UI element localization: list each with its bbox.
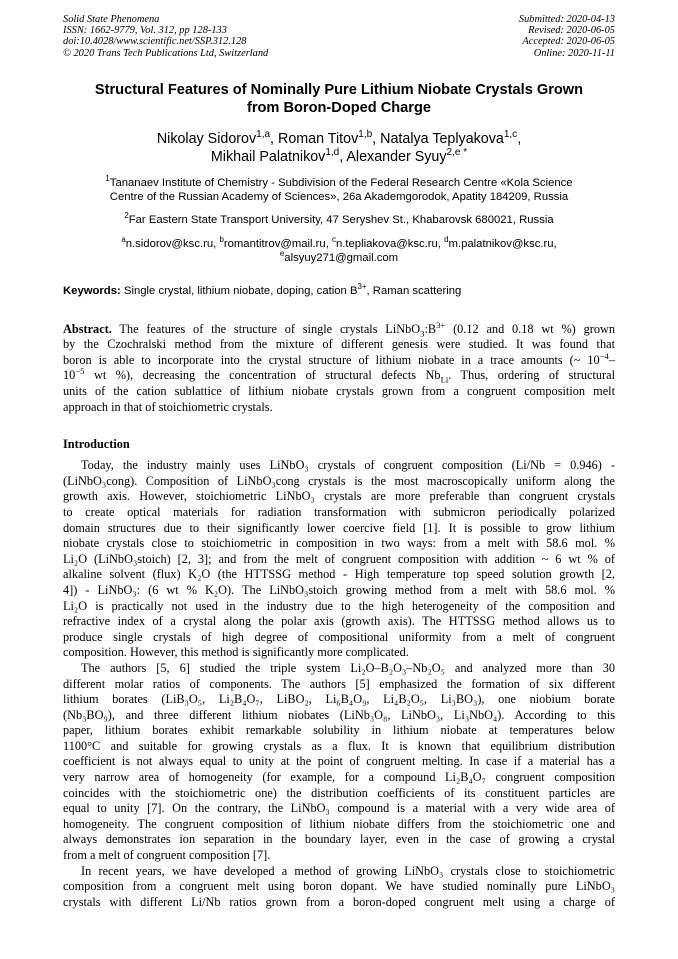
author-name: Natalya Teplyakova xyxy=(380,130,504,147)
author-emails xyxy=(63,237,615,265)
paper-title xyxy=(63,81,615,117)
author-sup: 1,b xyxy=(358,129,373,141)
journal-copyright: © 2020 Trans Tech Publications Ltd, Switzerland xyxy=(63,47,269,59)
email-link[interactable]: romantitrov@mail.ru, xyxy=(223,238,332,251)
keywords xyxy=(63,281,615,298)
abstract-text: :B xyxy=(424,321,437,336)
author-name: Roman Titov xyxy=(278,130,359,147)
body-line: from a melt of congruent composition [7]. xyxy=(63,848,271,863)
email-sup: a xyxy=(121,235,126,245)
title-line: Structural Features of Nominally Pure Lithium Niobate Crystals Grown xyxy=(94,81,584,98)
body-line: lithium borates (LiB₃O₅, Li₂B₄O₇, LiBO₂, Li₆B₄O₉, Li₄B₂O₅, Li₃BO₃), one niobium borate xyxy=(63,692,615,707)
abstract xyxy=(63,319,616,416)
body-line: Li₂O is practically not used in the industry due to the high heterogeneity of the composition and xyxy=(63,598,615,613)
journal-doi: doi:10.4028/www.scientific.net/SSP.312.128 xyxy=(63,36,247,48)
body-line: (LiNbO₃cong). Composition of LiNbO₃cong crystals is the most macroscopically uniform along the xyxy=(63,473,615,488)
article-dates xyxy=(519,14,615,59)
body-line: domain structures due to their significantly lower coercive field [1]. It is possible to grow lithium xyxy=(63,520,615,535)
body-line: niobate crystals close to stoichiometric in composition in two ways: from a melt with 58.6 mol. % xyxy=(63,536,615,551)
abstract-text: The features of the structure of single crystals LiNbO xyxy=(111,321,421,336)
body-line: Li₂O (LiNbO₃stoich) [2, 3]; and from the melt of congruent composition with addition ~ 6 wt % of xyxy=(63,551,615,566)
abstract-label: Abstract. xyxy=(63,321,112,336)
affiliation-text: Far Eastern State Transport University, 47 Seryshev St., Khabarovsk 680021, Russia xyxy=(128,214,554,227)
introduction-body xyxy=(63,458,615,910)
date-accepted: Accepted: 2020-06-05 xyxy=(522,36,615,48)
abstract-text: (0.12 and 0.18 wt %) grown xyxy=(445,321,615,336)
journal-name: Solid State Phenomena xyxy=(63,14,160,25)
author-name: Alexander Syuy xyxy=(346,148,447,165)
date-submitted: Submitted: 2020-04-13 xyxy=(518,14,615,25)
journal-issn: ISSN: 1662-9779, Vol. 312, pp 128-133 xyxy=(63,25,227,37)
abstract-text: – xyxy=(608,352,615,367)
affiliation-2 xyxy=(63,213,615,227)
abstract-text: approach in that of stoichiometric crystals. xyxy=(63,399,273,414)
superscript: 3+ xyxy=(436,319,446,330)
date-revised: Revised: 2020-06-05 xyxy=(528,25,615,37)
body-line: In recent years, we have developed a method of growing LiNbO₃ crystals close to stoichiometric xyxy=(81,863,615,878)
email-link[interactable]: m.palatnikov@ksc.ru, xyxy=(448,238,557,251)
body-line: always demonstrates ion separation in the boundary layer, even in the case of growing a crystal xyxy=(63,832,615,847)
keywords-label: Keywords: xyxy=(63,284,121,297)
subscript: 3 xyxy=(420,328,425,339)
body-line: alkaline solvent (flux) K₂O (the HTTSSG method - High temperature top speed solution growth [2, xyxy=(63,567,615,582)
author-sup: 1,d xyxy=(325,147,340,159)
keywords-sup: 3+ xyxy=(357,281,367,291)
affiliation-text: Tananaev Institute of Chemistry - Subdivision of the Federal Research Centre «Kola Science xyxy=(109,176,573,189)
author-name: Nikolay Sidorov xyxy=(156,130,257,147)
body-line: The authors [5, 6] studied the triple system Li₂O–B₂O₃–Nb₂O₅ and analyzed more than 30 xyxy=(81,660,615,675)
body-line: 4]) - LiNbO₃: (6 wt % K₂O). The LiNbO₃stoich growing method from a melt with 58.6 mol. % xyxy=(63,582,615,597)
abstract-text: units of the cation sublattice of lithium niobate crystals grown from a congruent composition melt xyxy=(63,384,615,398)
subscript: Li xyxy=(440,374,449,385)
date-online: Online: 2020-11-11 xyxy=(533,47,615,59)
body-line: different molar ratios of components. The authors [5] emphasized the formation of six different xyxy=(63,676,615,691)
author-line: Nikolay Sidorov$^{1,a}$, Roman Titov$^{1,b}$, Natalya Teplyakova$^{1,c}$, xyxy=(156,129,522,147)
journal-info xyxy=(63,14,268,59)
email-sup: e xyxy=(279,249,285,259)
email-sup: b xyxy=(219,235,224,245)
body-line: 1100°C and suitable for growing crystals as a flux. It is known that equilibrium distribution xyxy=(63,738,615,753)
author-sup: 2,e * xyxy=(446,147,468,159)
author-name: Mikhail Palatnikov xyxy=(210,148,326,165)
abstract-text: boron is able to incorporate into the crystal structure of lithium niobate in a trace amounts (~ 10 xyxy=(63,352,600,367)
email-link[interactable]: n.tepliakova@ksc.ru, xyxy=(335,238,445,251)
body-line: equal to unity [7]. On the contrary, the LiNbO₃ compound is a material with a very wide area of xyxy=(63,801,615,816)
author-sup: 1,c xyxy=(503,129,518,141)
author-line: Mikhail Palatnikov$^{1,d}$, Alexander Syuy$^{2,e *}$ xyxy=(210,147,468,165)
body-line: composition. However, this method is significantly more complicated. xyxy=(63,645,409,660)
title-line: from Boron-Doped Charge xyxy=(246,99,432,116)
affiliation-sup: 2 xyxy=(124,211,129,221)
author-list xyxy=(63,130,615,166)
keywords-tail: , Raman scattering xyxy=(366,284,462,297)
email-sup: d xyxy=(444,235,449,245)
body-line: composition from a congruent melt using boron dopant. We have studied nominally pure LiNbO₃ xyxy=(63,879,615,894)
body-line: produce single crystals of high degree of compositional uniformity from a melt of congruent xyxy=(63,629,615,644)
email-link[interactable]: n.sidorov@ksc.ru, xyxy=(125,238,220,251)
body-line: very narrow area of homogeneity (for example, for a compound Li₂B₄O₇ congruent composition xyxy=(63,770,615,785)
body-line: paper, lithium borates exhibit remarkable solubility in lithium niobate at temperatures below xyxy=(63,723,615,738)
abstract-text: . Thus, ordering of structural xyxy=(448,368,616,383)
email-link[interactable]: alsyuy271@gmail.com xyxy=(284,252,399,265)
body-line: to create optical materials for radiation transformation with submicron periodically polarized xyxy=(63,504,615,519)
superscript: −5 xyxy=(75,366,85,377)
section-heading-introduction: Introduction xyxy=(63,437,130,452)
body-line: coincides with the stoichiometric one) the distribution coefficients of its constituent particles are xyxy=(63,785,615,800)
abstract-text: wt %), decreasing the concentration of structural defects Nb xyxy=(84,368,441,383)
body-line: refractive index of a crystal along the polar axis (growth axis). The HTTSSG method allows us to xyxy=(63,614,615,629)
body-line: coefficient is not always equal to unity at the point of congruent melting. In case if a material has a xyxy=(63,754,615,769)
email-sup: c xyxy=(332,235,336,245)
keywords-text: Single crystal, lithium niobate, doping, cation B xyxy=(120,284,358,297)
abstract-text: by the Czochralski method from the mixture of different genesis were studied. It was found that xyxy=(63,337,615,352)
affiliation-text: Centre of the Russian Academy of Sciences», 26a Akademgorodok, Apatity 184209, Russia xyxy=(109,191,569,204)
body-line: growth axis. However, stoichiometric LiNbO₃ crystals are more preferable than congruent crystals xyxy=(63,489,615,504)
affiliation-1 xyxy=(63,176,615,204)
superscript: −4 xyxy=(599,350,609,361)
body-line: crystals with different Li/Nb ratios grown from a boron-doped congruent melt using a charge of xyxy=(63,894,615,909)
author-sup: 1,a xyxy=(256,129,271,141)
body-line: Today, the industry mainly uses LiNbO₃ crystals of congruent composition (Li/Nb = 0.946) - xyxy=(81,458,615,473)
body-line: (Nb₃BO₉), and three different lithium niobates (LiNb₃O₈, LiNbO₃, Li₃NbO₄). According to this xyxy=(63,707,615,722)
abstract-text: 10 xyxy=(63,368,76,383)
journal-header xyxy=(63,14,615,59)
page xyxy=(63,14,615,910)
affiliation-sup: 1 xyxy=(105,174,110,184)
body-line: homogeneity. The congruent composition of lithium niobate differs from the stoichiometric one and xyxy=(63,816,615,831)
